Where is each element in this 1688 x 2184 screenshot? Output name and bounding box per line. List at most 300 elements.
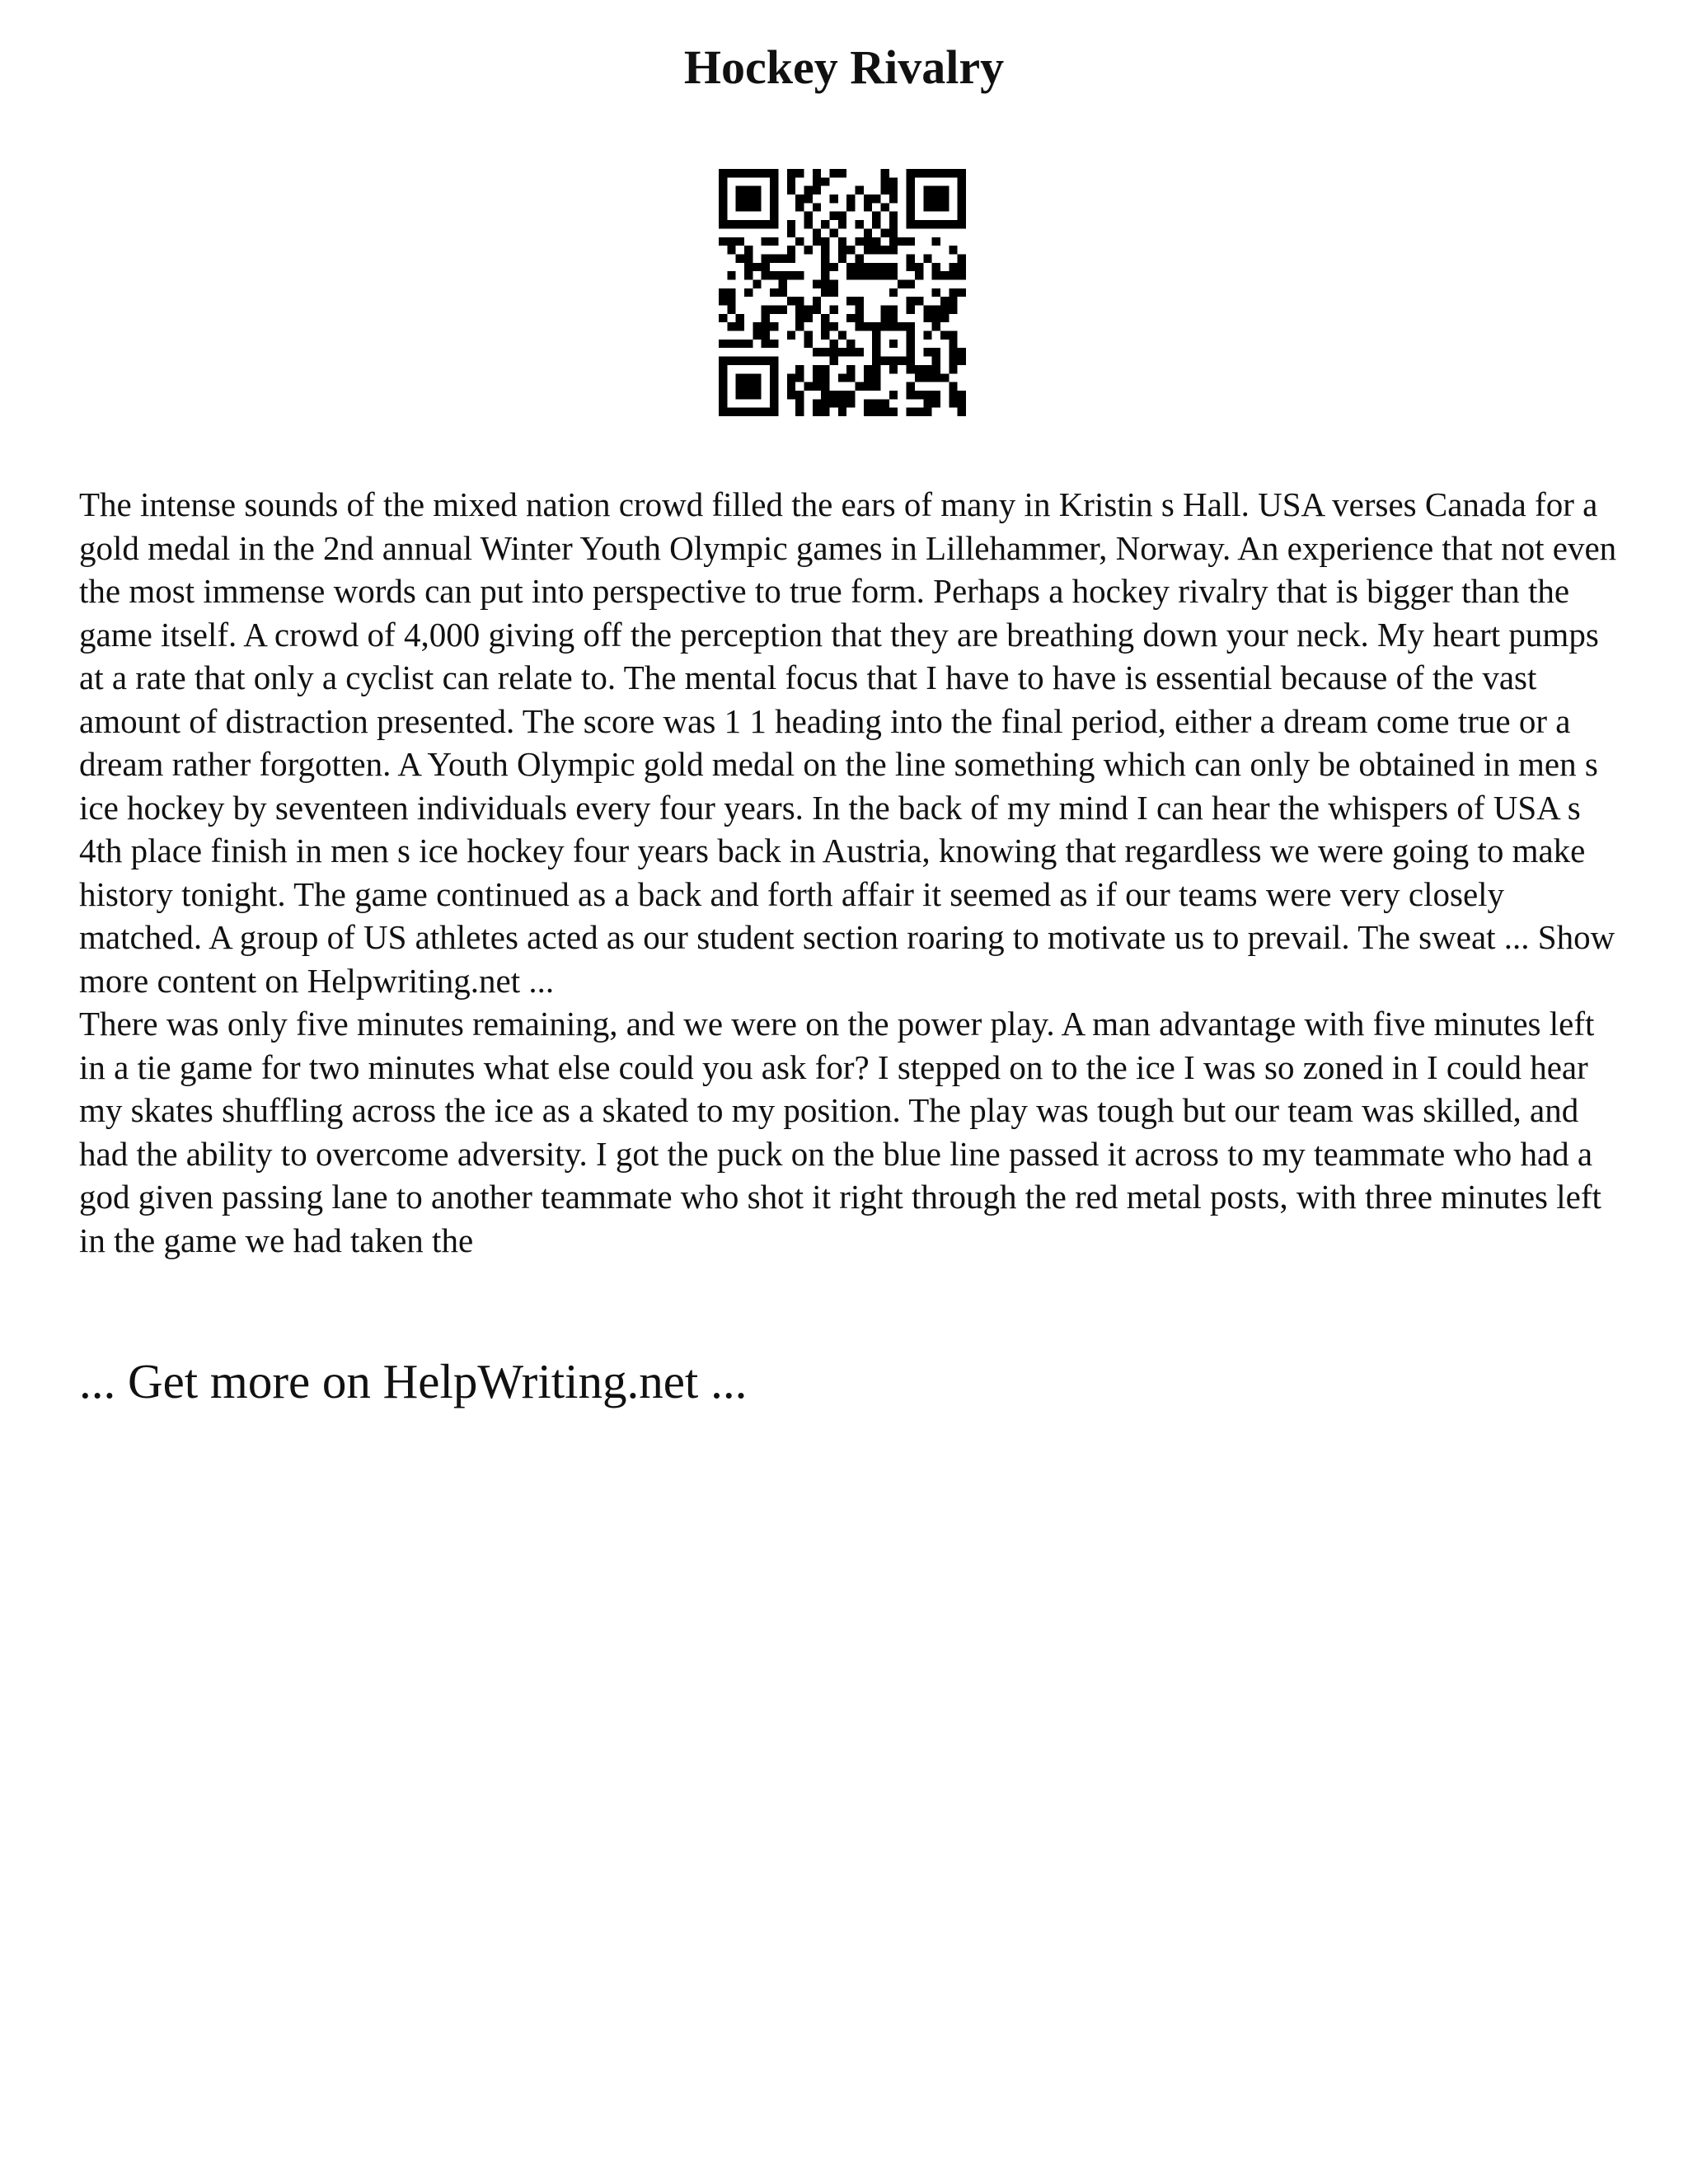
qr-module — [813, 237, 821, 246]
qr-module — [829, 263, 837, 271]
qr-module — [736, 314, 744, 322]
qr-module — [907, 237, 915, 246]
qr-module — [770, 212, 778, 220]
qr-module — [770, 169, 778, 177]
qr-module — [778, 288, 786, 297]
qr-module — [923, 186, 931, 194]
qr-module — [932, 271, 940, 279]
qr-module — [889, 314, 898, 322]
qr-module — [770, 237, 778, 246]
qr-module — [864, 246, 872, 254]
qr-module — [907, 297, 915, 305]
qr-module — [872, 246, 880, 254]
qr-module — [949, 271, 957, 279]
qr-module — [949, 357, 957, 365]
qr-module — [762, 254, 770, 262]
qr-module — [958, 220, 966, 228]
qr-module — [787, 246, 795, 254]
qr-module — [889, 237, 898, 246]
qr-module — [846, 373, 855, 382]
qr-module — [949, 340, 957, 348]
qr-module — [838, 237, 846, 246]
qr-module — [821, 177, 829, 185]
qr-module — [736, 357, 744, 365]
qr-module — [949, 306, 957, 314]
qr-module — [770, 340, 778, 348]
qr-module — [958, 357, 966, 365]
qr-module — [864, 271, 872, 279]
qr-module — [813, 408, 821, 416]
qr-module — [881, 408, 889, 416]
qr-module — [787, 254, 795, 262]
qr-module — [821, 348, 829, 356]
qr-module — [838, 220, 846, 228]
qr-module — [864, 322, 872, 330]
qr-module — [770, 391, 778, 399]
article-body — [79, 483, 1629, 1262]
qr-module — [958, 169, 966, 177]
qr-module — [915, 391, 923, 399]
qr-module — [872, 271, 880, 279]
qr-module — [813, 177, 821, 185]
qr-module — [778, 254, 786, 262]
qr-module — [838, 169, 846, 177]
qr-module — [889, 340, 898, 348]
qr-module — [829, 391, 837, 399]
qr-module — [898, 322, 906, 330]
paragraph-1: The intense sounds of the mixed nation crowd filled the ears of many in Kristin s Hall. USA verses Canada for a gold medal in the 2nd annual Winter Youth Olympic games in Lillehammer, Norway. An experience that not even the most immense words can put into perspective to true form. Perhaps a hockey rivalry that is bigger than the game itself. A crowd of 4,000 giving off the perception that they are breathing down your neck. My heart pumps at a rate that only a cyclist can relate to. The mental focus that I have to have is essential because of the vast amount of distraction presented. The score was 1 1 heading into the final period, either a dream come true or a dream rather forgotten. A Youth Olympic gold medal on the line something which can only be obtained in men s ice hockey by seventeen individuals every four years. In the back of my mind I can hear the whispers of USA s 4th place finish in men s ice hockey four years back in Austria, knowing that regardless we were going to make history tonight. The game continued as a back and forth affair it seemed as if our teams were very closely matched. A group of US athletes acted as our student section roaring to motivate us to prevail. The sweat ... Show more content on Helpwriting.net ... — [79, 485, 1617, 1000]
qr-module — [889, 408, 898, 416]
qr-module — [838, 399, 846, 407]
qr-module — [872, 322, 880, 330]
qr-module — [821, 391, 829, 399]
qr-module — [889, 306, 898, 314]
qr-module — [881, 357, 889, 365]
qr-module — [719, 382, 727, 391]
qr-module — [872, 220, 880, 228]
qr-module — [787, 331, 795, 340]
qr-module — [923, 314, 931, 322]
qr-module — [821, 220, 829, 228]
qr-module — [881, 322, 889, 330]
qr-module — [949, 263, 957, 271]
qr-module — [856, 254, 864, 262]
qr-module — [744, 220, 753, 228]
qr-module — [821, 399, 829, 407]
qr-module — [744, 186, 753, 194]
qr-module — [753, 186, 761, 194]
qr-module — [719, 288, 727, 297]
qr-module — [881, 246, 889, 254]
qr-module — [846, 194, 855, 203]
qr-module — [923, 169, 931, 177]
qr-module — [932, 399, 940, 407]
qr-module — [762, 271, 770, 279]
qr-module — [907, 203, 915, 211]
qr-module — [727, 306, 735, 314]
qr-module — [813, 382, 821, 391]
qr-module — [753, 263, 761, 271]
qr-module — [907, 279, 915, 288]
qr-module — [813, 348, 821, 356]
qr-module — [770, 322, 778, 330]
qr-module — [907, 365, 915, 373]
qr-module — [838, 373, 846, 382]
qr-module — [856, 306, 864, 314]
qr-module — [907, 186, 915, 194]
qr-module — [795, 237, 804, 246]
qr-module — [907, 177, 915, 185]
qr-module — [813, 169, 821, 177]
qr-module — [821, 365, 829, 373]
qr-module — [753, 382, 761, 391]
qr-module — [940, 314, 949, 322]
qr-module — [804, 186, 812, 194]
qr-module — [744, 373, 753, 382]
qr-module — [770, 177, 778, 185]
qr-module — [872, 212, 880, 220]
qr-module — [872, 408, 880, 416]
qr-module — [762, 340, 770, 348]
qr-module — [744, 263, 753, 271]
qr-module — [856, 186, 864, 194]
qr-module — [787, 169, 795, 177]
qr-module — [719, 220, 727, 228]
qr-module — [821, 322, 829, 330]
qr-module — [907, 391, 915, 399]
qr-module — [753, 279, 761, 288]
qr-module — [753, 373, 761, 382]
qr-module — [804, 212, 812, 220]
qr-module — [727, 297, 735, 305]
qr-module — [829, 169, 837, 177]
qr-module — [787, 177, 795, 185]
qr-module — [881, 169, 889, 177]
qr-module — [727, 288, 735, 297]
qr-module — [770, 254, 778, 262]
qr-module — [846, 203, 855, 211]
qr-module — [958, 408, 966, 416]
get-more-link[interactable]: ... Get more on HelpWriting.net ... — [79, 1354, 748, 1408]
qr-module — [770, 373, 778, 382]
qr-module — [787, 297, 795, 305]
qr-module — [932, 263, 940, 271]
qr-module — [856, 297, 864, 305]
qr-module — [872, 373, 880, 382]
qr-module — [770, 288, 778, 297]
qr-module — [940, 306, 949, 314]
qr-module — [736, 382, 744, 391]
qr-module — [864, 408, 872, 416]
qr-module — [787, 186, 795, 194]
qr-module — [864, 263, 872, 271]
qr-module — [932, 365, 940, 373]
qr-module — [856, 237, 864, 246]
qr-module — [923, 373, 931, 382]
qr-module — [923, 365, 931, 373]
qr-module — [753, 203, 761, 211]
qr-module — [958, 391, 966, 399]
qr-module — [795, 297, 804, 305]
qr-module — [958, 399, 966, 407]
qr-module — [949, 297, 957, 305]
qr-module — [753, 220, 761, 228]
qr-module — [838, 408, 846, 416]
qr-module — [795, 408, 804, 416]
qr-module — [736, 194, 744, 203]
qr-module — [923, 399, 931, 407]
qr-module — [795, 306, 804, 314]
qr-module — [949, 169, 957, 177]
qr-module — [949, 348, 957, 356]
qr-module — [795, 169, 804, 177]
qr-module — [872, 331, 880, 340]
qr-module — [753, 357, 761, 365]
qr-module — [864, 365, 872, 373]
qr-module — [753, 408, 761, 416]
qr-module — [915, 220, 923, 228]
qr-module — [907, 322, 915, 330]
qr-module — [932, 348, 940, 356]
qr-module — [940, 373, 949, 382]
qr-module — [856, 220, 864, 228]
qr-module — [949, 399, 957, 407]
qr-module — [958, 263, 966, 271]
qr-module — [949, 391, 957, 399]
qr-module — [932, 169, 940, 177]
qr-module — [821, 314, 829, 322]
qr-module — [719, 399, 727, 407]
qr-module — [889, 288, 898, 297]
qr-module — [958, 288, 966, 297]
qr-module — [736, 186, 744, 194]
qr-module — [804, 382, 812, 391]
qr-module — [881, 228, 889, 237]
qr-module — [762, 322, 770, 330]
qr-module — [958, 186, 966, 194]
qr-module — [719, 186, 727, 194]
qr-module — [804, 220, 812, 228]
qr-module — [787, 228, 795, 237]
qr-module — [949, 220, 957, 228]
qr-module — [744, 340, 753, 348]
qr-module — [889, 220, 898, 228]
qr-module — [940, 220, 949, 228]
qr-module — [838, 348, 846, 356]
qr-module — [736, 373, 744, 382]
qr-module — [838, 331, 846, 340]
paragraph-2: There was only five minutes remaining, and we were on the power play. A man advantage with five minutes left in a tie game for two minutes what else could you ask for? I stepped on to the ice I was so zoned in I could hear my skates shuffling across the ice as a skated to my position. The play was tough but our team was skilled, and had the ability to overcome adversity. I got the puck on the blue line passed it across to my teammate who had a god given passing lane to another teammate who shot it right through the red metal posts, with three minutes left in the game we had taken the — [79, 1005, 1601, 1259]
qr-module — [795, 399, 804, 407]
qr-module — [795, 322, 804, 330]
qr-module — [829, 194, 837, 203]
qr-module — [719, 194, 727, 203]
qr-module — [923, 306, 931, 314]
qr-module — [932, 203, 940, 211]
qr-module — [821, 263, 829, 271]
qr-module — [770, 203, 778, 211]
qr-module — [744, 391, 753, 399]
qr-module — [736, 169, 744, 177]
qr-module — [778, 279, 786, 288]
qr-module — [940, 203, 949, 211]
qr-module — [872, 382, 880, 391]
qr-module — [881, 177, 889, 185]
qr-module — [727, 246, 735, 254]
qr-module — [813, 373, 821, 382]
qr-module — [889, 194, 898, 203]
qr-module — [923, 348, 931, 356]
qr-module — [949, 382, 957, 391]
qr-module — [804, 331, 812, 340]
qr-module — [719, 365, 727, 373]
qr-module — [821, 279, 829, 288]
qr-module — [881, 271, 889, 279]
qr-module — [762, 306, 770, 314]
qr-module — [762, 331, 770, 340]
qr-module — [881, 314, 889, 322]
qr-module — [881, 399, 889, 407]
qr-module — [821, 382, 829, 391]
qr-module — [907, 169, 915, 177]
qr-module — [727, 357, 735, 365]
qr-module — [907, 263, 915, 271]
qr-module — [753, 169, 761, 177]
qr-module — [762, 237, 770, 246]
qr-module — [821, 254, 829, 262]
qr-module — [719, 314, 727, 322]
qr-module — [846, 399, 855, 407]
qr-module — [864, 399, 872, 407]
qr-module — [770, 408, 778, 416]
qr-module — [821, 246, 829, 254]
qr-module — [719, 373, 727, 382]
qr-module — [846, 314, 855, 322]
qr-module — [813, 203, 821, 211]
qr-module — [915, 373, 923, 382]
qr-module — [762, 263, 770, 271]
qr-module — [787, 220, 795, 228]
qr-module — [889, 228, 898, 237]
qr-module — [889, 357, 898, 365]
qr-module — [940, 194, 949, 203]
qr-module — [727, 220, 735, 228]
qr-module — [915, 365, 923, 373]
qr-module — [923, 194, 931, 203]
qr-module — [778, 306, 786, 314]
qr-module — [907, 194, 915, 203]
qr-module — [907, 331, 915, 340]
qr-module — [829, 348, 837, 356]
qr-module — [736, 322, 744, 330]
qr-module — [736, 220, 744, 228]
qr-module — [787, 382, 795, 391]
qr-module — [744, 169, 753, 177]
qr-module — [915, 263, 923, 271]
qr-module — [864, 237, 872, 246]
qr-module — [915, 271, 923, 279]
qr-module — [736, 203, 744, 211]
qr-module — [864, 382, 872, 391]
qr-module — [889, 271, 898, 279]
qr-module — [736, 340, 744, 348]
qr-module — [787, 271, 795, 279]
qr-module — [770, 365, 778, 373]
qr-module — [856, 271, 864, 279]
qr-module — [898, 279, 906, 288]
qr-module — [744, 194, 753, 203]
qr-module — [795, 194, 804, 203]
qr-module — [889, 246, 898, 254]
qr-module — [940, 271, 949, 279]
qr-module — [762, 408, 770, 416]
qr-module — [872, 399, 880, 407]
qr-module — [864, 228, 872, 237]
qr-module — [821, 373, 829, 382]
qr-module — [907, 408, 915, 416]
qr-module — [915, 297, 923, 305]
qr-module — [829, 399, 837, 407]
qr-module — [940, 331, 949, 340]
qr-module — [958, 194, 966, 203]
qr-module — [949, 365, 957, 373]
qr-module — [813, 279, 821, 288]
qr-module — [856, 263, 864, 271]
qr-module — [829, 322, 837, 330]
qr-module — [744, 254, 753, 262]
qr-module — [872, 365, 880, 373]
qr-module — [821, 408, 829, 416]
qr-module — [958, 254, 966, 262]
qr-module — [838, 212, 846, 220]
qr-module — [829, 228, 837, 237]
qr-module — [907, 254, 915, 262]
qr-module — [907, 340, 915, 348]
qr-module — [787, 373, 795, 382]
qr-module — [829, 288, 837, 297]
qr-module — [932, 357, 940, 365]
qr-module — [923, 203, 931, 211]
qr-module — [719, 212, 727, 220]
qr-module — [838, 391, 846, 399]
qr-module — [889, 322, 898, 330]
qr-module — [753, 322, 761, 330]
qr-module — [727, 322, 735, 330]
qr-module — [804, 246, 812, 254]
qr-module — [932, 306, 940, 314]
qr-module — [813, 365, 821, 373]
qr-module — [881, 186, 889, 194]
qr-module — [770, 306, 778, 314]
qr-module — [829, 306, 837, 314]
qr-module — [923, 220, 931, 228]
qr-module — [795, 203, 804, 211]
qr-module — [744, 246, 753, 254]
qr-module — [923, 331, 931, 340]
qr-module — [821, 331, 829, 340]
qr-module — [719, 357, 727, 365]
qr-module — [787, 391, 795, 399]
qr-module — [932, 391, 940, 399]
qr-module — [744, 408, 753, 416]
qr-module — [872, 194, 880, 203]
qr-module — [889, 186, 898, 194]
qr-module — [795, 365, 804, 373]
qr-module — [872, 357, 880, 365]
qr-module — [915, 169, 923, 177]
qr-module — [727, 237, 735, 246]
qr-module — [949, 331, 957, 340]
